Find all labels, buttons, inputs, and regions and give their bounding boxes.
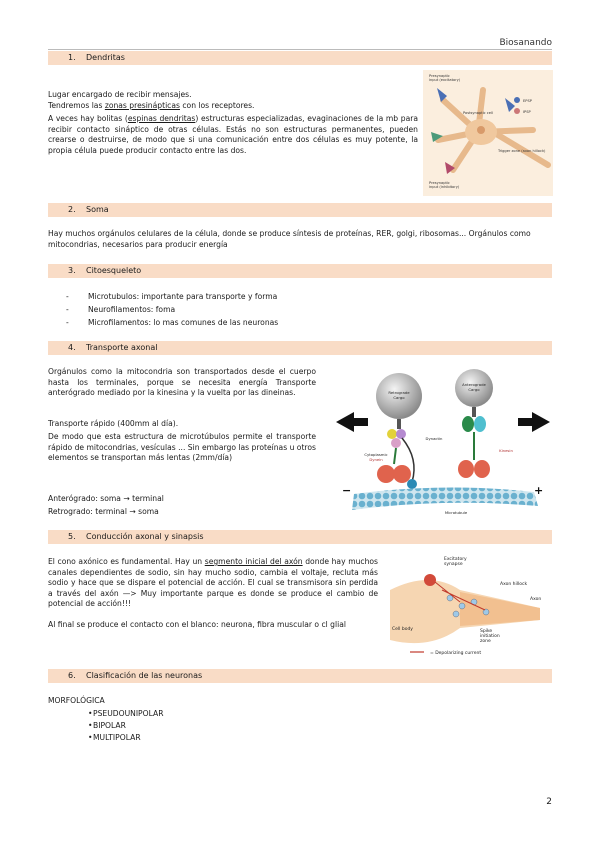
label-zone: zone bbox=[480, 639, 491, 644]
label-cytoplasmic: Cytoplasmic bbox=[364, 452, 388, 457]
section-title: Dendritas bbox=[86, 53, 125, 62]
neuron-synapse-figure bbox=[423, 70, 553, 196]
label-trigger-zone: Trigger zone (axon hillock) bbox=[498, 149, 546, 153]
section-number: 5. bbox=[68, 532, 76, 541]
section-number: 3. bbox=[68, 266, 76, 275]
label-epsp: EPSP bbox=[523, 99, 532, 103]
zonas-presinapticas-term: zonas presinápticas bbox=[104, 101, 180, 110]
label-presynaptic-bot-2: input (inhibitory) bbox=[429, 185, 460, 189]
label-presynaptic-top-1: Presynaptic bbox=[429, 74, 450, 78]
conduccion-paragraph: El cono axónico es fundamental. Hay un segmento inicial del axón donde hay muchos canales dependientes de sodio, sin hay mucho sodio, cambia el voltaje, recluta más sodio y hace que se dispare el potencial de acción. El cual se transmisora sin perdida a través del axón —> Muy importante parque es donde se produce el cambio de potencial de acción!!! bbox=[48, 557, 378, 608]
label-anterograde-cargo-1: Anterograde bbox=[462, 382, 486, 387]
label-dynactin: Dynactin bbox=[425, 436, 443, 441]
arrow-left-icon bbox=[336, 412, 368, 432]
section-header-transporte bbox=[48, 341, 552, 355]
conduccion-paragraph-2: Al final se produce el contacto con el blanco: neurona, fibra muscular o cl glial bbox=[48, 620, 346, 629]
section-title: Conducción axonal y sinapsis bbox=[86, 532, 204, 541]
label-excitatory: Excitatory bbox=[444, 557, 467, 562]
section-header-soma bbox=[48, 203, 552, 217]
label-microtubule: Microtubule bbox=[444, 510, 468, 515]
section-number: 2. bbox=[68, 205, 76, 214]
section-number: 1. bbox=[68, 53, 76, 62]
page-number: 2 bbox=[546, 797, 552, 807]
retrogrado-line: Retrogrado: terminal → soma bbox=[48, 507, 159, 516]
axonal-transport-figure bbox=[334, 364, 552, 522]
minus-end-label: − bbox=[342, 484, 352, 497]
label-cell-body: Cell body bbox=[392, 627, 413, 632]
header-divider bbox=[48, 49, 552, 50]
label-presynaptic-top-2: input (excitatory) bbox=[429, 78, 461, 82]
section-title: Clasificación de las neuronas bbox=[86, 671, 203, 680]
label-initiation: initiation bbox=[480, 634, 500, 639]
transporte-paragraph: Orgánulos como la mitocondria son transportados desde el cuerpo hasta los terminales, porque se necesita energía Transporte anterógrado mediado por la kinesina y la vuelta por las dineinas. bbox=[48, 367, 316, 397]
brand-label: Biosanando bbox=[499, 38, 552, 48]
label-presynaptic-bot-1: Presynaptic bbox=[429, 181, 450, 185]
label-anterograde-cargo-2: Cargo bbox=[468, 387, 480, 392]
section-header-citoesqueleto bbox=[48, 264, 552, 278]
section-title: Transporte axonal bbox=[86, 343, 158, 352]
label-synapse: synapse bbox=[444, 562, 463, 567]
label-axon: Axon bbox=[530, 597, 542, 602]
espinas-dendritas-term: espinas dendritas bbox=[127, 114, 196, 123]
label-ipsp: IPSP bbox=[523, 110, 531, 114]
label-retrograde-cargo-2: Cargo bbox=[393, 395, 405, 400]
plus-end-label: + bbox=[534, 484, 544, 497]
dendritas-paragraph: A veces hay bolitas (espinas dendritas) estructuras especializadas, evaginaciones de la mb para recibir contacto sináptico de otras células. Estás no son estructuras permanentes, pueden crearse o destruirse, de modo que si una comunicación entre dos células es muy potente, la propia célula puede producir contacto entre las dos. bbox=[48, 114, 418, 155]
label-postsynaptic: Postsynaptic cell bbox=[463, 111, 493, 115]
soma-paragraph: Hay muchos orgánulos celulares de la célula, donde se produce síntesis de proteínas, RER, golgi, ribosomas... Orgánulos como mitocondrias, necesarios para producir energía bbox=[48, 229, 531, 249]
arrow-right-icon bbox=[518, 412, 550, 432]
section-header-conduccion bbox=[48, 530, 552, 544]
label-spike: Spike bbox=[480, 629, 493, 634]
section-number: 6. bbox=[68, 671, 76, 680]
dendritas-line-1: Lugar encargado de recibir mensajes. bbox=[48, 90, 192, 99]
dendritas-line-2: Tendremos las zonas presinápticas con los receptores. bbox=[48, 101, 255, 110]
transporte-rapid: Transporte rápido (400mm al día). bbox=[48, 419, 179, 428]
label-depolarizing: = Depolarizing current bbox=[430, 651, 482, 656]
section-title: Citoesqueleto bbox=[86, 266, 142, 275]
axon-hillock-figure bbox=[390, 550, 552, 660]
transporte-paragraph-2: De modo que esta estructura de microtúbulos permite el transporte rápido de mitocondrias, vesículas ... Sin embargo las proteínas u otros elementos se transportan más lentas (2mm/día) bbox=[48, 432, 316, 462]
label-retrograde-cargo-1: Retrograde bbox=[388, 390, 410, 395]
label-kinesin: Kinesin bbox=[499, 448, 513, 453]
section-title: Soma bbox=[86, 205, 109, 214]
section-header-clasificacion bbox=[48, 669, 552, 683]
section-header-dendritas bbox=[48, 51, 552, 65]
anterogrado-line: Anterógrado: soma → terminal bbox=[48, 494, 164, 503]
segmento-inicial-term: segmento inicial del axón bbox=[204, 557, 303, 566]
section-number: 4. bbox=[68, 343, 76, 352]
label-axon-hillock: Axon hillock bbox=[500, 582, 528, 587]
label-dynein: Dynein bbox=[369, 457, 383, 462]
morfologica-heading: MORFOLÓGICA bbox=[48, 696, 105, 705]
